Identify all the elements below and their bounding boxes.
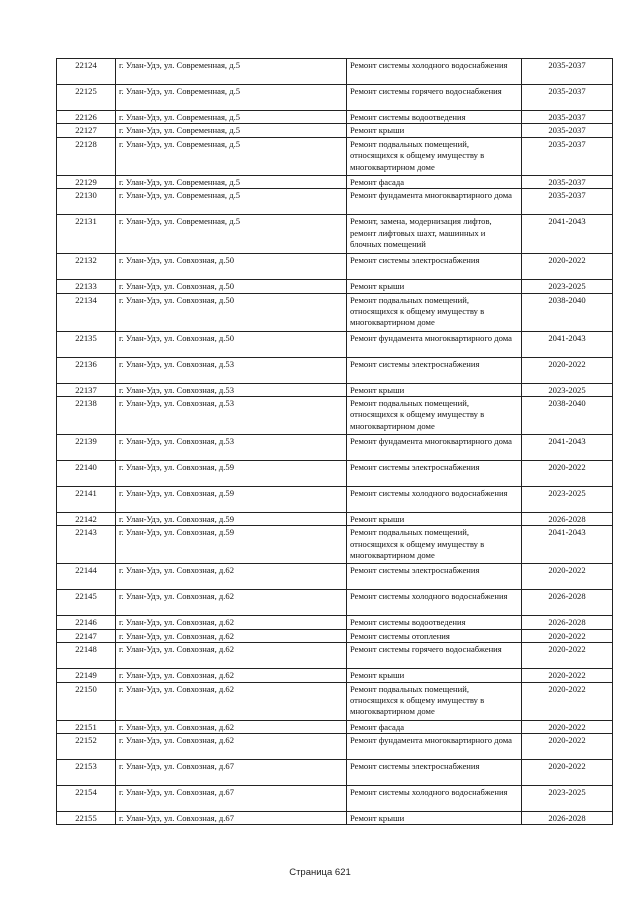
period-cell: 2020-2022 [522, 254, 613, 280]
work-type-cell: Ремонт системы водоотведения [347, 616, 522, 629]
table-row [57, 734, 613, 760]
work-type-cell: Ремонт подвальных помещений, относящихся к общему имуществу в многоквартирном доме [347, 137, 522, 175]
work-type-cell: Ремонт крыши [347, 513, 522, 526]
row-number: 22140 [57, 461, 116, 487]
row-number: 22138 [57, 397, 116, 435]
table-row [57, 616, 613, 629]
row-number: 22145 [57, 590, 116, 616]
table-row [57, 383, 613, 396]
period-cell: 2020-2022 [522, 643, 613, 669]
address-cell: г. Улан-Удэ, ул. Совхозная, д.59 [116, 487, 347, 513]
table-row [57, 111, 613, 124]
work-type-cell: Ремонт крыши [347, 812, 522, 825]
address-cell: г. Улан-Удэ, ул. Совхозная, д.62 [116, 590, 347, 616]
address-cell: г. Улан-Удэ, ул. Совхозная, д.53 [116, 357, 347, 383]
row-number: 22153 [57, 760, 116, 786]
period-cell: 2026-2028 [522, 590, 613, 616]
row-number: 22133 [57, 280, 116, 293]
period-cell: 2035-2037 [522, 189, 613, 215]
row-number: 22124 [57, 59, 116, 85]
row-number: 22144 [57, 564, 116, 590]
work-type-cell: Ремонт системы электроснабжения [347, 760, 522, 786]
period-cell: 2023-2025 [522, 786, 613, 812]
row-number: 22152 [57, 734, 116, 760]
work-type-cell: Ремонт фундамента многоквартирного дома [347, 331, 522, 357]
period-cell: 2020-2022 [522, 564, 613, 590]
work-type-cell: Ремонт подвальных помещений, относящихся к общему имуществу в многоквартирном доме [347, 526, 522, 564]
work-type-cell: Ремонт фундамента многоквартирного дома [347, 734, 522, 760]
row-number: 22129 [57, 175, 116, 188]
address-cell: г. Улан-Удэ, ул. Современная, д.5 [116, 59, 347, 85]
table-row [57, 629, 613, 642]
period-cell: 2035-2037 [522, 111, 613, 124]
work-type-cell: Ремонт системы водоотведения [347, 111, 522, 124]
table-row [57, 720, 613, 733]
work-type-cell: Ремонт системы холодного водоснабжения [347, 487, 522, 513]
row-number: 22143 [57, 526, 116, 564]
row-number: 22149 [57, 669, 116, 682]
work-type-cell: Ремонт фасада [347, 175, 522, 188]
period-cell: 2020-2022 [522, 669, 613, 682]
address-cell: г. Улан-Удэ, ул. Совхозная, д.59 [116, 526, 347, 564]
row-number: 22142 [57, 513, 116, 526]
work-type-cell: Ремонт фасада [347, 720, 522, 733]
table-row [57, 280, 613, 293]
table-row [57, 59, 613, 85]
row-number: 22132 [57, 254, 116, 280]
table-row [57, 643, 613, 669]
table-row [57, 590, 613, 616]
row-number: 22130 [57, 189, 116, 215]
period-cell: 2020-2022 [522, 720, 613, 733]
address-cell: г. Улан-Удэ, ул. Современная, д.5 [116, 85, 347, 111]
work-type-cell: Ремонт системы холодного водоснабжения [347, 59, 522, 85]
table-row [57, 461, 613, 487]
work-type-cell: Ремонт крыши [347, 124, 522, 137]
address-cell: г. Улан-Удэ, ул. Современная, д.5 [116, 215, 347, 254]
address-cell: г. Улан-Удэ, ул. Совхозная, д.59 [116, 461, 347, 487]
row-number: 22148 [57, 643, 116, 669]
work-type-cell: Ремонт крыши [347, 383, 522, 396]
work-type-cell: Ремонт системы холодного водоснабжения [347, 590, 522, 616]
row-number: 22126 [57, 111, 116, 124]
table-row [57, 397, 613, 435]
repair-schedule-table [56, 58, 613, 825]
work-type-cell: Ремонт системы электроснабжения [347, 564, 522, 590]
address-cell: г. Улан-Удэ, ул. Совхозная, д.62 [116, 629, 347, 642]
period-cell: 2041-2043 [522, 526, 613, 564]
work-type-cell: Ремонт крыши [347, 669, 522, 682]
work-type-cell: Ремонт системы горячего водоснабжения [347, 643, 522, 669]
table-row [57, 215, 613, 254]
table-row [57, 254, 613, 280]
work-type-cell: Ремонт фундамента многоквартирного дома [347, 435, 522, 461]
table-row [57, 124, 613, 137]
address-cell: г. Улан-Удэ, ул. Современная, д.5 [116, 124, 347, 137]
period-cell: 2023-2025 [522, 383, 613, 396]
work-type-cell: Ремонт фундамента многоквартирного дома [347, 189, 522, 215]
work-type-cell: Ремонт системы холодного водоснабжения [347, 786, 522, 812]
address-cell: г. Улан-Удэ, ул. Совхозная, д.62 [116, 564, 347, 590]
period-cell: 2020-2022 [522, 357, 613, 383]
period-cell: 2035-2037 [522, 59, 613, 85]
period-cell: 2020-2022 [522, 629, 613, 642]
table-row [57, 682, 613, 720]
period-cell: 2026-2028 [522, 513, 613, 526]
address-cell: г. Улан-Удэ, ул. Совхозная, д.50 [116, 280, 347, 293]
period-cell: 2020-2022 [522, 734, 613, 760]
row-number: 22135 [57, 331, 116, 357]
address-cell: г. Улан-Удэ, ул. Современная, д.5 [116, 111, 347, 124]
address-cell: г. Улан-Удэ, ул. Совхозная, д.50 [116, 293, 347, 331]
row-number: 22136 [57, 357, 116, 383]
table-row [57, 331, 613, 357]
work-type-cell: Ремонт системы электроснабжения [347, 254, 522, 280]
period-cell: 2035-2037 [522, 137, 613, 175]
period-cell: 2041-2043 [522, 331, 613, 357]
period-cell: 2023-2025 [522, 280, 613, 293]
row-number: 22147 [57, 629, 116, 642]
period-cell: 2020-2022 [522, 682, 613, 720]
period-cell: 2020-2022 [522, 760, 613, 786]
row-number: 22131 [57, 215, 116, 254]
period-cell: 2035-2037 [522, 175, 613, 188]
address-cell: г. Улан-Удэ, ул. Совхозная, д.67 [116, 812, 347, 825]
address-cell: г. Улан-Удэ, ул. Совхозная, д.62 [116, 669, 347, 682]
work-type-cell: Ремонт подвальных помещений, относящихся к общему имуществу в многоквартирном доме [347, 682, 522, 720]
row-number: 22134 [57, 293, 116, 331]
table-row [57, 564, 613, 590]
table-row [57, 293, 613, 331]
row-number: 22127 [57, 124, 116, 137]
work-type-cell: Ремонт системы электроснабжения [347, 461, 522, 487]
period-cell: 2026-2028 [522, 812, 613, 825]
address-cell: г. Улан-Удэ, ул. Совхозная, д.59 [116, 513, 347, 526]
period-cell: 2041-2043 [522, 435, 613, 461]
address-cell: г. Улан-Удэ, ул. Совхозная, д.62 [116, 643, 347, 669]
work-type-cell: Ремонт, замена, модернизация лифтов, ремонт лифтовых шахт, машинных и блочных помещений [347, 215, 522, 254]
table-row [57, 669, 613, 682]
row-number: 22128 [57, 137, 116, 175]
address-cell: г. Улан-Удэ, ул. Совхозная, д.62 [116, 682, 347, 720]
period-cell: 2041-2043 [522, 215, 613, 254]
row-number: 22151 [57, 720, 116, 733]
row-number: 22150 [57, 682, 116, 720]
address-cell: г. Улан-Удэ, ул. Современная, д.5 [116, 137, 347, 175]
row-number: 22139 [57, 435, 116, 461]
table-row [57, 487, 613, 513]
work-type-cell: Ремонт подвальных помещений, относящихся к общему имуществу в многоквартирном доме [347, 397, 522, 435]
period-cell: 2035-2037 [522, 124, 613, 137]
table-row [57, 812, 613, 825]
address-cell: г. Улан-Удэ, ул. Совхозная, д.67 [116, 760, 347, 786]
address-cell: г. Улан-Удэ, ул. Совхозная, д.62 [116, 616, 347, 629]
period-cell: 2023-2025 [522, 487, 613, 513]
address-cell: г. Улан-Удэ, ул. Совхозная, д.53 [116, 435, 347, 461]
row-number: 22155 [57, 812, 116, 825]
table-body [57, 59, 613, 825]
row-number: 22137 [57, 383, 116, 396]
period-cell: 2026-2028 [522, 616, 613, 629]
row-number: 22146 [57, 616, 116, 629]
table-row [57, 526, 613, 564]
work-type-cell: Ремонт системы горячего водоснабжения [347, 85, 522, 111]
work-type-cell: Ремонт крыши [347, 280, 522, 293]
table-row [57, 513, 613, 526]
address-cell: г. Улан-Удэ, ул. Совхозная, д.67 [116, 786, 347, 812]
address-cell: г. Улан-Удэ, ул. Современная, д.5 [116, 189, 347, 215]
address-cell: г. Улан-Удэ, ул. Совхозная, д.62 [116, 734, 347, 760]
page-number: Страница 621 [289, 867, 351, 878]
work-type-cell: Ремонт системы отопления [347, 629, 522, 642]
table-row [57, 357, 613, 383]
row-number: 22125 [57, 85, 116, 111]
work-type-cell: Ремонт системы электроснабжения [347, 357, 522, 383]
work-type-cell: Ремонт подвальных помещений, относящихся к общему имуществу в многоквартирном доме [347, 293, 522, 331]
period-cell: 2038-2040 [522, 293, 613, 331]
period-cell: 2035-2037 [522, 85, 613, 111]
address-cell: г. Улан-Удэ, ул. Совхозная, д.50 [116, 254, 347, 280]
table-row [57, 435, 613, 461]
row-number: 22141 [57, 487, 116, 513]
address-cell: г. Улан-Удэ, ул. Совхозная, д.50 [116, 331, 347, 357]
table-row [57, 85, 613, 111]
table-row [57, 189, 613, 215]
address-cell: г. Улан-Удэ, ул. Совхозная, д.53 [116, 397, 347, 435]
period-cell: 2038-2040 [522, 397, 613, 435]
address-cell: г. Улан-Удэ, ул. Современная, д.5 [116, 175, 347, 188]
address-cell: г. Улан-Удэ, ул. Совхозная, д.53 [116, 383, 347, 396]
period-cell: 2020-2022 [522, 461, 613, 487]
table-row [57, 786, 613, 812]
table-row [57, 137, 613, 175]
row-number: 22154 [57, 786, 116, 812]
table-row [57, 760, 613, 786]
table-row [57, 175, 613, 188]
address-cell: г. Улан-Удэ, ул. Совхозная, д.62 [116, 720, 347, 733]
